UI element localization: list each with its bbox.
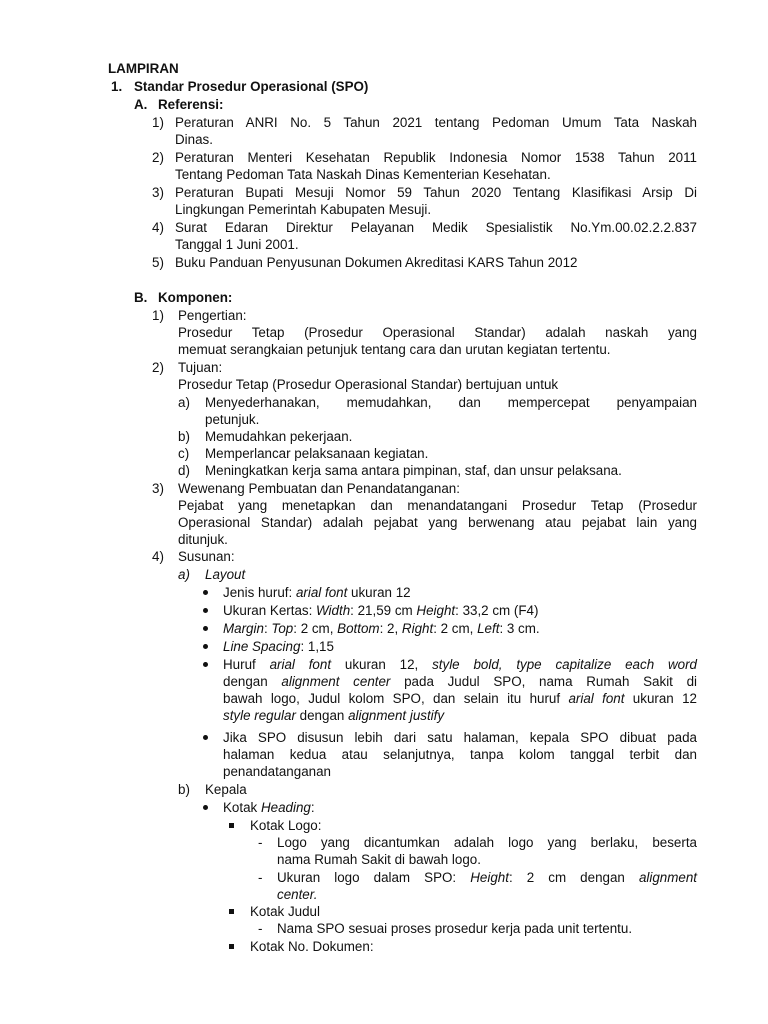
bullet-icon <box>203 662 208 667</box>
list-letter: a) <box>178 567 190 582</box>
list-item: Meningkatkan kerja sama antara pimpinan, staf, dan unsur pelaksana. <box>205 463 622 478</box>
reference-number: 2) <box>152 150 164 165</box>
layout-style-rule-cont: dengan alignment center pada Judul SPO, nama Rumah Sakit di <box>223 674 698 689</box>
bullet-icon <box>203 805 208 810</box>
square-bullet-icon <box>229 944 234 949</box>
kepala-title: Kepala <box>205 782 247 797</box>
dash-marker: - <box>258 870 263 885</box>
kotak-judul-rule: Nama SPO sesuai proses prosedur kerja pada unit tertentu. <box>277 921 633 936</box>
reference-number: 1) <box>152 115 164 130</box>
component-heading: Susunan: <box>178 549 235 564</box>
reference-item-cont: Lingkungan Pemerintah Kabupaten Mesuji. <box>175 202 432 217</box>
section-title: Standar Prosedur Operasional (SPO) <box>134 79 369 94</box>
layout-style-rule: Huruf arial font ukuran 12, style bold, type capitalize each word <box>223 657 697 672</box>
kotak-logo-rule: Logo yang dicantumkan adalah logo yang berlaku, beserta <box>277 835 697 850</box>
reference-item: Peraturan ANRI No. 5 Tahun 2021 tentang Pedoman Umum Tata Naskah <box>175 115 697 130</box>
bullet-icon <box>203 626 208 631</box>
paragraph-line: Pejabat yang menetapkan dan menandatangani Prosedur Tetap (Prosedur <box>178 498 697 513</box>
lampiran-heading: LAMPIRAN <box>108 61 179 76</box>
component-number: 1) <box>152 308 164 323</box>
subsection-a-marker: A. <box>134 97 148 112</box>
bullet-icon <box>203 590 208 595</box>
dash-marker: - <box>258 921 263 936</box>
list-letter: c) <box>178 446 190 461</box>
component-heading: Tujuan: <box>178 360 223 375</box>
layout-style-rule-cont: bawah logo, Judul kolom SPO, dan selain itu huruf arial font ukuran 12 <box>223 691 698 706</box>
list-item: Menyederhanakan, memudahkan, dan mempercepat penyampaian <box>205 395 697 410</box>
reference-item: Buku Panduan Penyusunan Dokumen Akreditasi KARS Tahun 2012 <box>175 255 578 270</box>
kotak-logo-size-rule: Ukuran logo dalam SPO: Height: 2 cm dengan alignment <box>277 870 697 885</box>
bullet-icon <box>203 644 208 649</box>
dash-marker: - <box>258 835 263 850</box>
kotak-judul-title: Kotak Judul <box>250 904 320 919</box>
reference-item-cont: Tanggal 1 Juni 2001. <box>175 237 299 252</box>
paragraph-line: Prosedur Tetap (Prosedur Operasional Standar) adalah naskah yang <box>178 325 697 340</box>
kotak-heading: Kotak Heading: <box>223 800 315 815</box>
square-bullet-icon <box>229 909 234 914</box>
reference-number: 3) <box>152 185 164 200</box>
reference-item: Peraturan Menteri Kesehatan Republik Indonesia Nomor 1538 Tahun 2011 <box>175 150 697 165</box>
layout-multipage-rule-cont: halaman kedua atau selanjutnya, tanpa kolom tanggal terbit dan <box>223 747 697 762</box>
reference-item-cont: Tentang Pedoman Tata Naskah Dinas Kementerian Kesehatan. <box>175 167 551 182</box>
reference-number: 4) <box>152 220 164 235</box>
bullet-icon <box>203 735 208 740</box>
component-number: 3) <box>152 481 164 496</box>
layout-paper-rule: Ukuran Kertas: Width: 21,59 cm Height: 33,2 cm (F4) <box>223 603 539 618</box>
square-bullet-icon <box>229 823 234 828</box>
paragraph-line: Prosedur Tetap (Prosedur Operasional Standar) bertujuan untuk <box>178 377 559 392</box>
list-letter: b) <box>178 782 190 797</box>
kotak-logo-title: Kotak Logo: <box>250 818 322 833</box>
subsection-b-title: Komponen: <box>158 290 233 305</box>
layout-style-rule-cont: style regular dengan alignment justify <box>223 708 445 723</box>
list-letter: d) <box>178 463 190 478</box>
reference-item: Peraturan Bupati Mesuji Nomor 59 Tahun 2020 Tentang Klasifikasi Arsip Di <box>175 185 697 200</box>
layout-margin-rule: Margin: Top: 2 cm, Bottom: 2, Right: 2 cm, Left: 3 cm. <box>223 621 540 636</box>
reference-item: Surat Edaran Direktur Pelayanan Medik Spesialistik No.Ym.00.02.2.2.837 <box>175 220 697 235</box>
component-number: 2) <box>152 360 164 375</box>
component-heading: Pengertian: <box>178 308 247 323</box>
subsection-b-marker: B. <box>134 290 148 305</box>
layout-multipage-rule-cont: penandatanganan <box>223 764 331 779</box>
paragraph-line: Operasional Standar) adalah pejabat yang berwenang atau pejabat lain yang <box>178 515 697 530</box>
bullet-icon <box>203 608 208 613</box>
layout-title: Layout <box>205 567 246 582</box>
layout-multipage-rule: Jika SPO disusun lebih dari satu halaman, kepala SPO dibuat pada <box>223 730 697 745</box>
component-heading: Wewenang Pembuatan dan Penandatanganan: <box>178 481 460 496</box>
paragraph-line: memuat serangkaian petunjuk tentang cara dan urutan kegiatan tertentu. <box>178 342 611 357</box>
list-letter: b) <box>178 429 190 444</box>
layout-spacing-rule: Line Spacing: 1,15 <box>223 639 334 654</box>
list-item: Memudahkan pekerjaan. <box>205 429 353 444</box>
list-item-cont: petunjuk. <box>205 412 260 427</box>
paragraph-line: ditunjuk. <box>178 532 228 547</box>
list-item: Memperlancar pelaksanaan kegiatan. <box>205 446 429 461</box>
kotak-logo-rule-cont: nama Rumah Sakit di bawah logo. <box>277 852 481 867</box>
list-letter: a) <box>178 395 190 410</box>
reference-item-cont: Dinas. <box>175 132 213 147</box>
component-number: 4) <box>152 549 164 564</box>
layout-font-rule: Jenis huruf: arial font ukuran 12 <box>223 585 411 600</box>
kotak-logo-size-rule-cont: center. <box>277 887 318 902</box>
kotak-nodok-title: Kotak No. Dokumen: <box>250 939 374 954</box>
subsection-a-title: Referensi: <box>158 97 224 112</box>
reference-number: 5) <box>152 255 164 270</box>
section-number: 1. <box>111 79 123 94</box>
